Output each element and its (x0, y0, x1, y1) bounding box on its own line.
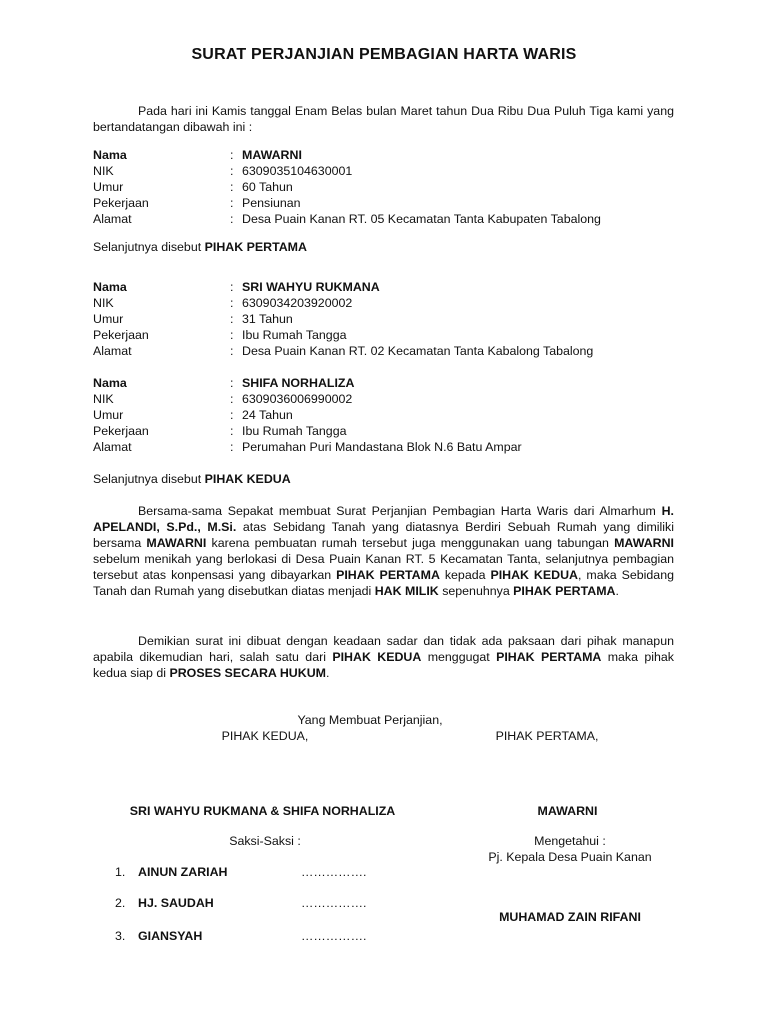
party1-identity-table (93, 147, 693, 227)
identity-row (93, 179, 693, 195)
witness-row (115, 864, 375, 880)
acknowledge-title: Mengetahui : (534, 834, 606, 848)
text-run: Bersama-sama Sepakat membuat Surat Perjanjian Pembagian Harta Waris dari Almarhum (138, 504, 662, 518)
identity-row (93, 423, 693, 439)
text-run: karena pembuatan rumah tersebut juga menggunakan uang tabungan (206, 536, 615, 550)
emphasized-text: PIHAK PERTAMA (336, 568, 440, 582)
field-label: NIK (93, 296, 114, 310)
field-label: Pekerjaan (93, 196, 149, 210)
field-colon: : (230, 280, 234, 294)
field-label: Umur (93, 312, 124, 326)
agreement-paragraph (93, 503, 674, 599)
field-colon: : (230, 148, 234, 162)
field-value: 6309034203920002 (242, 296, 353, 310)
acknowledge-role: Pj. Kepala Desa Puain Kanan (488, 850, 652, 864)
field-colon: : (230, 196, 234, 210)
field-colon: : (230, 296, 234, 310)
field-label: Alamat (93, 212, 132, 226)
emphasized-text: MAWARNI (614, 536, 674, 550)
field-colon: : (230, 212, 234, 226)
emphasized-text: PIHAK KEDUA (332, 650, 422, 664)
identity-row (93, 211, 693, 227)
identity-row (93, 279, 693, 295)
field-value: Perumahan Puri Mandastana Blok N.6 Batu Ampar (242, 440, 522, 454)
acknowledge-name: MUHAMAD ZAIN RIFANI (499, 910, 641, 924)
field-value: Pensiunan (242, 196, 301, 210)
identity-row (93, 295, 693, 311)
field-value: 24 Tahun (242, 408, 293, 422)
emphasized-text: PIHAK PERTAMA (513, 584, 616, 598)
text-run: . (615, 584, 619, 598)
field-value: Desa Puain Kanan RT. 02 Kecamatan Tanta Kabalong Tabalong (242, 344, 594, 358)
signature-header: Yang Membuat Perjanjian, (297, 713, 443, 727)
party2b-identity-table (93, 375, 693, 455)
text-run: . (325, 666, 330, 680)
field-value: SHIFA NORHALIZA (242, 376, 355, 390)
field-label: Pekerjaan (93, 424, 149, 438)
witness-signature-line: ……………. (301, 929, 367, 943)
field-colon: : (230, 408, 234, 422)
identity-row (93, 391, 693, 407)
field-colon: : (230, 424, 234, 438)
text-run: atas Sebidang Tanah yang diatasnya Berdiri Sebuah Rumah yang dimiliki bersama (93, 520, 674, 550)
witness-name: GIANSYAH (138, 929, 203, 943)
field-value: 60 Tahun (242, 180, 293, 194)
emphasized-text: HAK MILIK (374, 584, 439, 598)
text-run: , maka Sebidang Tanah dan Rumah yang disebutkan diatas menjadi (93, 568, 674, 598)
designation-label: PIHAK KEDUA (204, 472, 291, 486)
party2a-identity-table (93, 279, 693, 359)
field-label: Nama (93, 280, 127, 294)
witness-row (115, 928, 375, 944)
field-label: Nama (93, 376, 127, 390)
emphasized-text: PROSES SECARA HUKUM (169, 666, 326, 680)
designation-label: PIHAK PERTAMA (204, 240, 307, 254)
field-value: Ibu Rumah Tangga (242, 328, 347, 342)
field-label: Umur (93, 408, 124, 422)
right-signatory-name: MAWARNI (537, 804, 598, 818)
text-run: kepada (439, 568, 491, 582)
field-colon: : (230, 164, 234, 178)
text-run: maka pihak kedua siap di (93, 650, 674, 680)
emphasized-text: PIHAK KEDUA (490, 568, 578, 582)
field-value: Desa Puain Kanan RT. 05 Kecamatan Tanta Kabupaten Tabalong (242, 212, 601, 226)
field-label: Nama (93, 148, 127, 162)
left-role: PIHAK KEDUA, (221, 729, 309, 743)
field-value: MAWARNI (242, 148, 302, 162)
witness-number: 1. (115, 865, 126, 879)
witness-row (115, 895, 375, 911)
intro-paragraph: Pada hari ini Kamis tanggal Enam Belas bulan Maret tahun Dua Ribu Dua Puluh Tiga kami yang bertandatangan dibawah ini : (93, 104, 674, 134)
field-label: Umur (93, 180, 124, 194)
field-colon: : (230, 392, 234, 406)
designation-prefix: Selanjutnya disebut (93, 472, 205, 486)
field-value: SRI WAHYU RUKMANA (242, 280, 380, 294)
closing-paragraph (93, 633, 674, 681)
field-label: Alamat (93, 344, 132, 358)
witness-title: Saksi-Saksi : (229, 834, 301, 848)
designation-prefix: Selanjutnya disebut (93, 240, 205, 254)
witness-name: AINUN ZARIAH (138, 865, 228, 879)
text-run: Demikian surat ini dibuat dengan keadaan sadar dan tidak ada paksaan dari pihak manapun apabila dikemudian hari, salah satu dari (93, 634, 674, 664)
right-role: PIHAK PERTAMA, (495, 729, 599, 743)
field-value: 31 Tahun (242, 312, 293, 326)
witness-number: 2. (115, 896, 126, 910)
identity-row (93, 195, 693, 211)
identity-row (93, 343, 693, 359)
party1-designation (93, 239, 307, 255)
text-run: sepenuhnya (438, 584, 514, 598)
field-colon: : (230, 440, 234, 454)
witness-number: 3. (115, 929, 126, 943)
field-colon: : (230, 328, 234, 342)
document-title: SURAT PERJANJIAN PEMBAGIAN HARTA WARIS (191, 46, 577, 63)
field-value: Ibu Rumah Tangga (242, 424, 347, 438)
emphasized-text: MAWARNI (146, 536, 207, 550)
field-value: 6309035104630001 (242, 164, 353, 178)
identity-row (93, 327, 693, 343)
emphasized-text: PIHAK PERTAMA (496, 650, 602, 664)
left-signatory-name: SRI WAHYU RUKMANA & SHIFA NORHALIZA (129, 804, 396, 818)
field-label: Alamat (93, 440, 132, 454)
field-label: NIK (93, 164, 114, 178)
party2-designation (93, 471, 291, 487)
identity-row (93, 407, 693, 423)
witness-name: HJ. SAUDAH (138, 896, 214, 910)
identity-row (93, 163, 693, 179)
emphasized-text: H. APELANDI, S.Pd., M.Si. (93, 504, 674, 534)
witness-signature-line: ……………. (301, 896, 367, 910)
text-run: menggugat (421, 650, 497, 664)
field-colon: : (230, 180, 234, 194)
field-colon: : (230, 312, 234, 326)
field-value: 6309036006990002 (242, 392, 353, 406)
field-label: Pekerjaan (93, 328, 149, 342)
identity-row (93, 375, 693, 391)
field-colon: : (230, 376, 234, 390)
field-colon: : (230, 344, 234, 358)
identity-row (93, 147, 693, 163)
identity-row (93, 311, 693, 327)
text-run: sebelum menikah yang berlokasi di Desa Puain Kanan RT. 5 Kecamatan Tanta, selanjutnya pembagian tersebut atas konpensasi yang dibayarkan (93, 552, 674, 582)
witness-signature-line: ……………. (301, 865, 367, 879)
identity-row (93, 439, 693, 455)
field-label: NIK (93, 392, 114, 406)
